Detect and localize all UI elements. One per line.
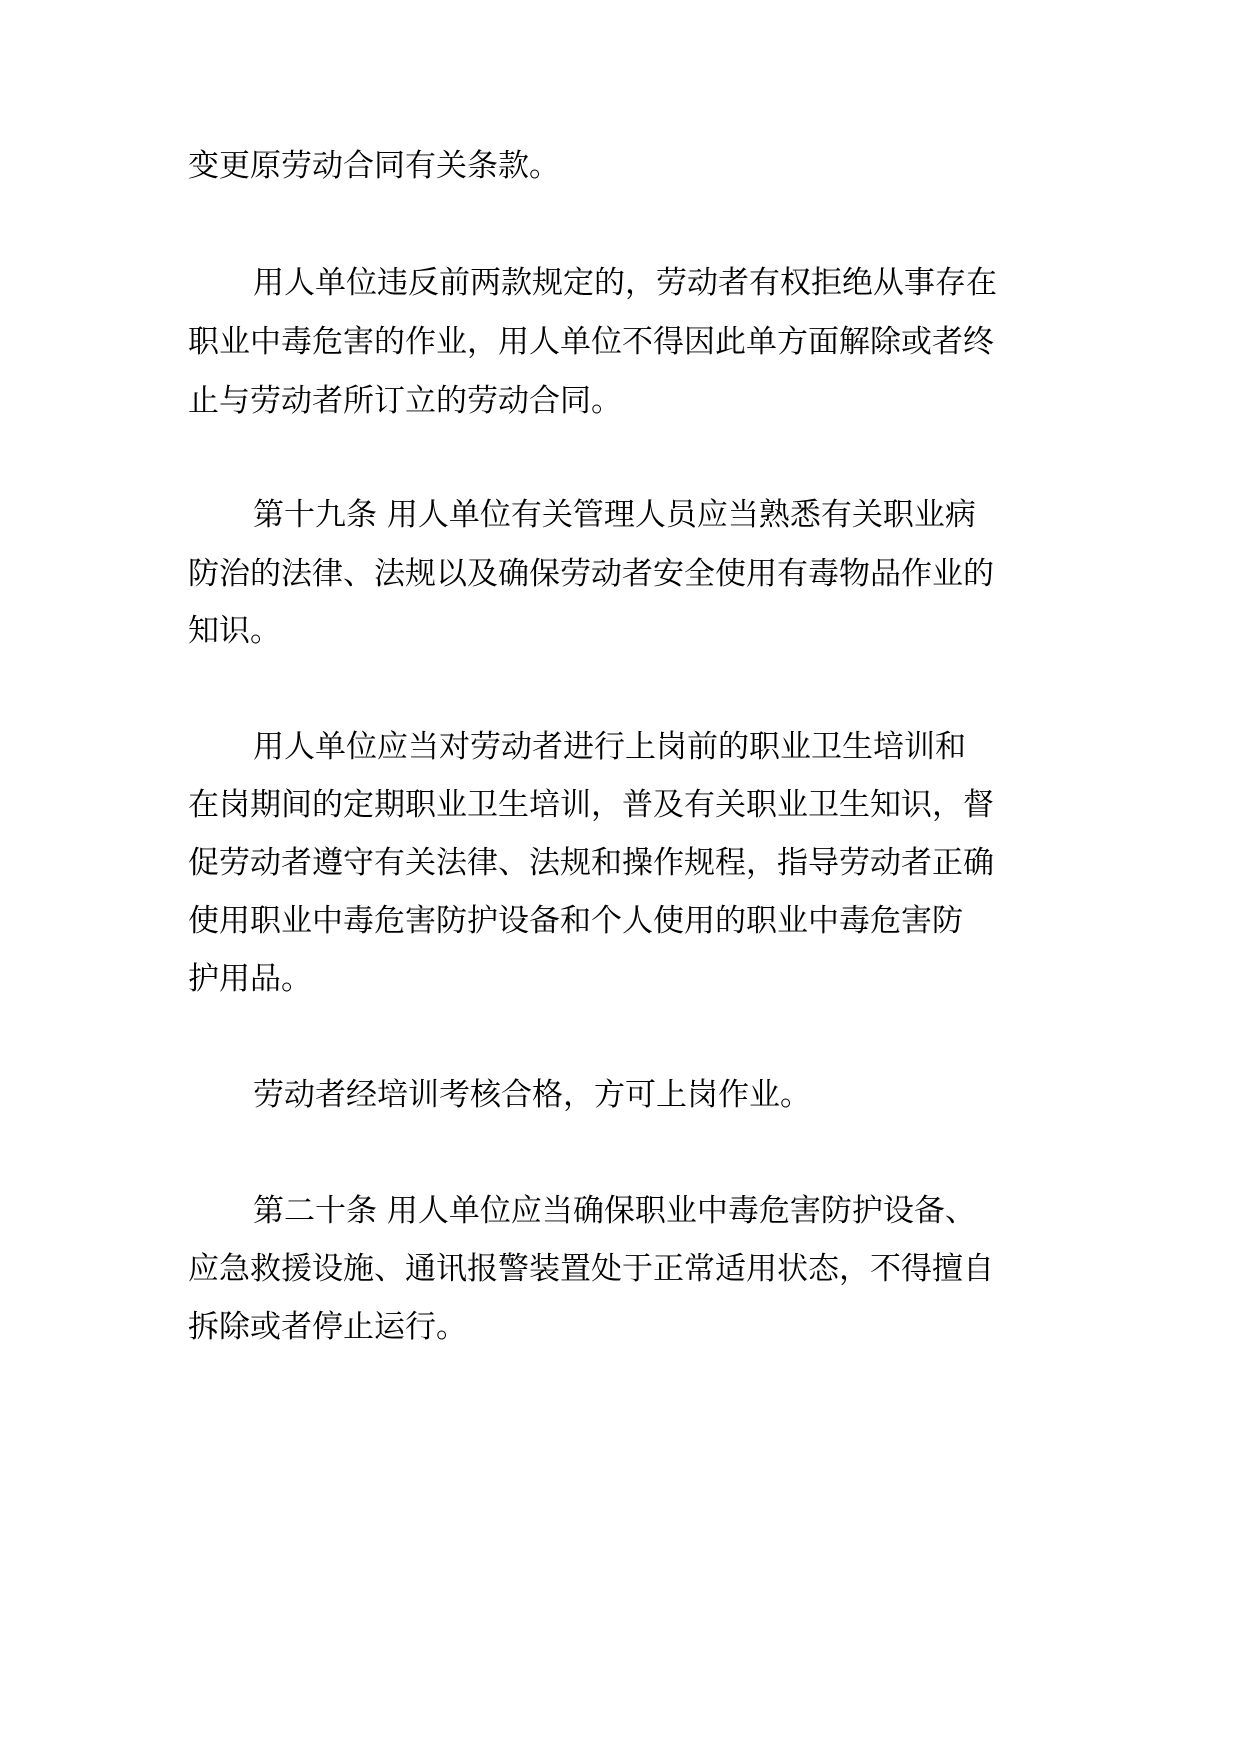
article-19-line-3: 知识。 (188, 613, 281, 649)
paragraph-4-line-4: 使用职业中毒危害防护设备和个人使用的职业中毒危害防 (188, 903, 963, 939)
paragraph-4-line-5: 护用品。 (188, 961, 312, 997)
article-19-line-2: 防治的法律、法规以及确保劳动者安全使用有毒物品作业的 (188, 556, 994, 592)
paragraph-4-line-3: 促劳动者遵守有关法律、法规和操作规程，指导劳动者正确 (188, 845, 994, 881)
paragraph-4-line-1: 用人单位应当对劳动者进行上岗前的职业卫生培训和 (253, 729, 966, 765)
paragraph-2-line-3: 止与劳动者所订立的劳动合同。 (188, 383, 622, 419)
article-20-line-3: 拆除或者停止运行。 (188, 1309, 467, 1345)
article-20-line-1: 第二十条 用人单位应当确保职业中毒危害防护设备、 (253, 1193, 976, 1229)
article-19-line-1: 第十九条 用人单位有关管理人员应当熟悉有关职业病 (253, 497, 976, 533)
article-20-line-2: 应急救援设施、通讯报警装置处于正常适用状态，不得擅自 (188, 1251, 994, 1287)
paragraph-2-line-2: 职业中毒危害的作业，用人单位不得因此单方面解除或者终 (188, 324, 994, 360)
paragraph-4-line-2: 在岗期间的定期职业卫生培训，普及有关职业卫生知识，督 (188, 787, 994, 823)
paragraph-1-line-1: 变更原劳动合同有关条款。 (188, 148, 560, 184)
paragraph-5-line-1: 劳动者经培训考核合格，方可上岗作业。 (253, 1077, 811, 1113)
paragraph-2-line-1: 用人单位违反前两款规定的，劳动者有权拒绝从事存在 (253, 265, 997, 301)
